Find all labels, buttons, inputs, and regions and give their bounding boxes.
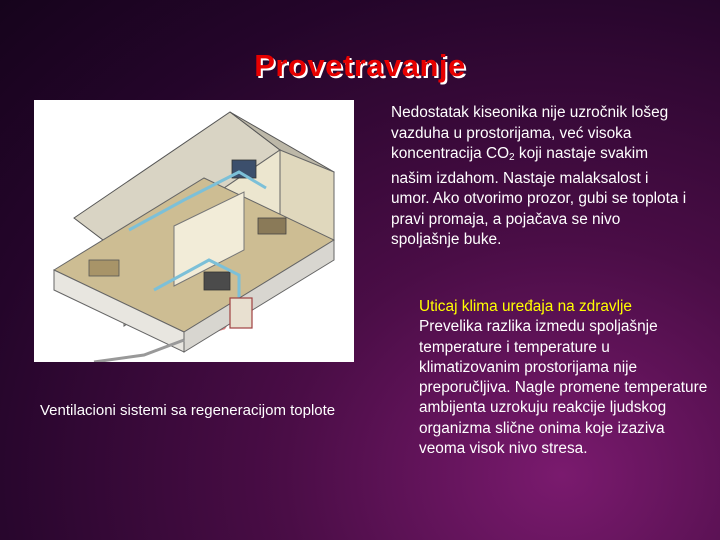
image-caption: Ventilacioni sistemi sa regeneracijom toplote xyxy=(40,402,336,419)
air-conditioning-body: Prevelika razlika izmedu spoljašnje temperature i temperature u klimatizovanim prostorijama nije preporučljiva. Nagle promene temperature ambijenta uzrokuju reakcije ljudskog organizma slične onima koje izaziva veoma visok nivo stresa. xyxy=(419,318,708,458)
co2-subscript: 2 xyxy=(509,152,515,163)
slide-title: Provetravanje xyxy=(254,48,466,83)
house-ventilation-illustration xyxy=(34,100,354,362)
paragraph-air-conditioning xyxy=(419,297,709,459)
paragraph-co2-text-1: Nedostatak kiseonika nije uzročnik lošeg vazduha u prostorijama, već visoka koncentracija CO xyxy=(391,104,669,162)
air-conditioning-heading: Uticaj klima uređaja na zdravlje xyxy=(419,298,632,315)
paragraph-co2-text-2: koji nastaje svakim našim izdahom. Nastaje malaksalost i umor. Ako otvorimo prozor, gubi se toplota i pravi promaja, a pojačava se nivo spoljašnje buke. xyxy=(391,145,687,248)
paragraph-co2 xyxy=(391,103,691,251)
